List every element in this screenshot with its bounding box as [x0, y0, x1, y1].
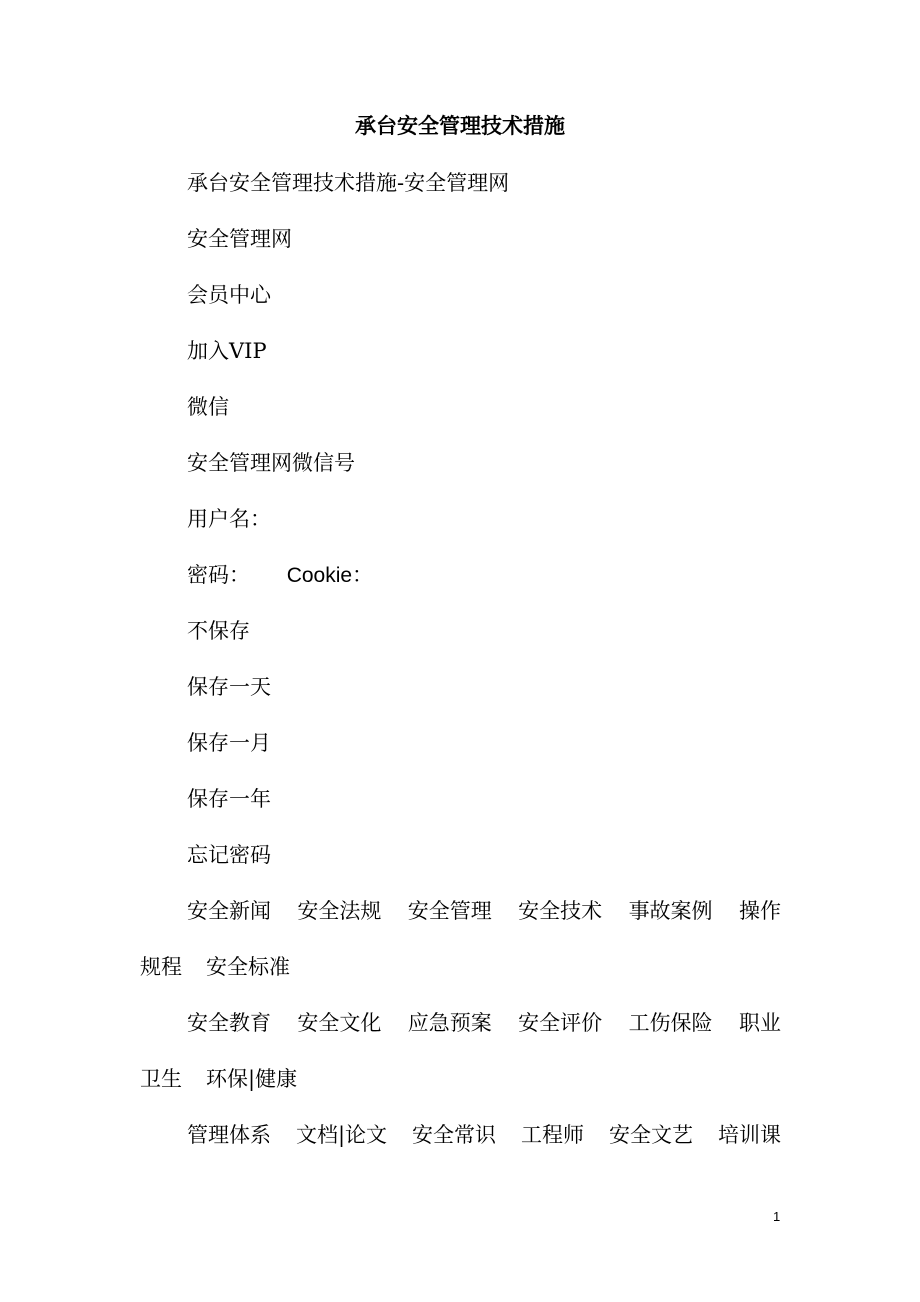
- nav-link[interactable]: 工程师: [521, 1123, 585, 1147]
- password-cookie-line: [187, 561, 373, 590]
- nav-link[interactable]: 工伤保险: [628, 1011, 713, 1035]
- cookie-label: Cookie：: [286, 564, 374, 587]
- nav-link[interactable]: 培训课: [718, 1123, 781, 1147]
- nav-link[interactable]: 规程: [140, 955, 182, 979]
- nav-link[interactable]: 职业: [738, 1011, 781, 1035]
- nav-link[interactable]: 文档|论文: [295, 1123, 388, 1147]
- nav-link[interactable]: 安全标准: [206, 955, 290, 979]
- nav-link[interactable]: 事故案例: [628, 899, 713, 923]
- forgot-password-link[interactable]: 忘记密码: [187, 843, 271, 867]
- article-heading-line: 承台安全管理技术措施-安全管理网: [187, 171, 510, 195]
- cookie-option-none[interactable]: 不保存: [187, 619, 250, 643]
- cookie-option-day[interactable]: 保存一天: [187, 675, 271, 699]
- wechat-account-text: 安全管理网微信号: [187, 451, 355, 475]
- cookie-option-year[interactable]: 保存一年: [187, 787, 271, 811]
- nav-row-1-continued: [140, 953, 290, 981]
- nav-row-1: [187, 897, 781, 925]
- nav-link[interactable]: 卫生: [140, 1067, 182, 1091]
- site-name-link[interactable]: 安全管理网: [187, 227, 292, 251]
- nav-link[interactable]: 安全教育: [187, 1011, 271, 1035]
- nav-link[interactable]: 安全法规: [297, 899, 382, 923]
- nav-link[interactable]: 安全技术: [518, 899, 603, 923]
- nav-row-2-continued: [140, 1065, 297, 1093]
- cookie-option-month[interactable]: 保存一月: [187, 731, 271, 755]
- document-title: 承台安全管理技术措施: [355, 113, 565, 138]
- nav-link[interactable]: 应急预案: [407, 1011, 492, 1035]
- join-vip-text: 加入VIP: [187, 339, 267, 363]
- join-vip-link[interactable]: [187, 337, 267, 365]
- nav-link[interactable]: 环保|健康: [206, 1067, 298, 1091]
- nav-link[interactable]: 操作: [738, 899, 781, 923]
- nav-row-3: [187, 1121, 781, 1149]
- member-center-link[interactable]: 会员中心: [187, 283, 271, 307]
- nav-link[interactable]: 安全文艺: [609, 1123, 694, 1147]
- nav-link[interactable]: 安全管理: [407, 899, 492, 923]
- nav-link[interactable]: 管理体系: [187, 1123, 271, 1147]
- nav-link[interactable]: 安全常识: [412, 1123, 497, 1147]
- page-number: 1: [773, 1209, 781, 1224]
- password-label: 密码：: [187, 563, 250, 587]
- wechat-link[interactable]: 微信: [187, 395, 229, 419]
- nav-row-2: [187, 1009, 781, 1037]
- nav-link[interactable]: 安全评价: [518, 1011, 603, 1035]
- nav-link[interactable]: 安全新闻: [187, 899, 271, 923]
- username-label: 用户名：: [187, 507, 271, 531]
- nav-link[interactable]: 安全文化: [297, 1011, 382, 1035]
